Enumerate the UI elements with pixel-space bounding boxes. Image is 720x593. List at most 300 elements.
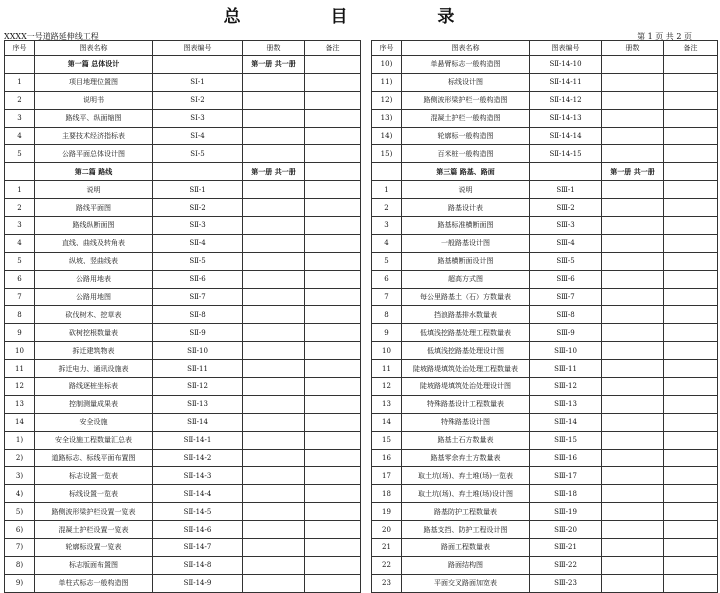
row-number: 4 xyxy=(5,127,35,145)
remark xyxy=(664,91,718,109)
table-row xyxy=(372,413,718,431)
drawing-name: 低填浅挖路基处理设计图 xyxy=(402,342,530,360)
remark xyxy=(305,449,361,467)
remark xyxy=(305,288,361,306)
drawing-name: 直线、曲线及转角表 xyxy=(35,234,153,252)
drawing-name: 说明 xyxy=(402,181,530,199)
table-row xyxy=(5,395,361,413)
table-row xyxy=(372,252,718,270)
remark xyxy=(664,431,718,449)
table-row xyxy=(5,288,361,306)
table-row xyxy=(372,324,718,342)
page-info: 第 1 页 共 2 页 xyxy=(637,32,692,41)
volume-count xyxy=(243,521,305,539)
table-row xyxy=(372,378,718,396)
table-row xyxy=(5,485,361,503)
table-row xyxy=(372,56,718,74)
drawing-code: SⅡ-14-5 xyxy=(153,503,243,521)
table-row xyxy=(5,109,361,127)
toc-body-right xyxy=(372,56,718,593)
drawing-code: SⅢ-20 xyxy=(530,521,602,539)
drawing-code: SⅡ-14-6 xyxy=(153,521,243,539)
remark xyxy=(664,181,718,199)
row-number: 7 xyxy=(372,288,402,306)
drawing-code: SⅠ-3 xyxy=(153,109,243,127)
volume-count xyxy=(243,324,305,342)
drawing-code: SⅠ-4 xyxy=(153,127,243,145)
drawing-code: SⅠ-1 xyxy=(153,73,243,91)
row-number: 4 xyxy=(5,234,35,252)
header-volume: 册数 xyxy=(602,41,664,56)
table-row xyxy=(372,342,718,360)
drawing-name: 路基零余弃土方数量表 xyxy=(402,449,530,467)
table-row xyxy=(5,199,361,217)
drawing-name: 百米桩一般构造图 xyxy=(402,145,530,163)
drawing-code: SⅢ-17 xyxy=(530,467,602,485)
remark xyxy=(305,270,361,288)
drawing-name: 取土坑(场)、弃土堆(场)设计图 xyxy=(402,485,530,503)
remark xyxy=(664,521,718,539)
drawing-code: SⅡ-14-3 xyxy=(153,467,243,485)
remark xyxy=(664,73,718,91)
drawing-name: 路面工程数量表 xyxy=(402,539,530,557)
row-number: 23 xyxy=(372,574,402,592)
remark xyxy=(305,127,361,145)
remark xyxy=(664,360,718,378)
drawing-name: 拆迁电力、通讯设施表 xyxy=(35,360,153,378)
table-row xyxy=(372,217,718,235)
table-row xyxy=(5,127,361,145)
row-number: 4) xyxy=(5,485,35,503)
drawing-name: 路基横断面设计图 xyxy=(402,252,530,270)
drawing-code: SⅢ-19 xyxy=(530,503,602,521)
remark xyxy=(305,360,361,378)
volume-count xyxy=(243,145,305,163)
volume-count xyxy=(602,485,664,503)
remark xyxy=(664,556,718,574)
row-number: 6 xyxy=(5,270,35,288)
volume-count xyxy=(602,217,664,235)
volume-count xyxy=(602,252,664,270)
row-number: 10 xyxy=(5,342,35,360)
row-number: 14 xyxy=(372,413,402,431)
remark xyxy=(664,56,718,74)
volume-count xyxy=(243,342,305,360)
drawing-code: SⅡ-12 xyxy=(153,378,243,396)
volume-count xyxy=(602,539,664,557)
drawing-name: 路侧波形梁护栏一般构造图 xyxy=(402,91,530,109)
header-name: 图表名称 xyxy=(35,41,153,56)
remark xyxy=(664,503,718,521)
table-header-row xyxy=(5,41,361,56)
drawing-name: 路线逐桩坐标表 xyxy=(35,378,153,396)
drawing-name: 砍伐树木、挖草表 xyxy=(35,306,153,324)
drawing-code: SⅡ-14-12 xyxy=(530,91,602,109)
page-title: 总 目 录 xyxy=(223,7,497,27)
drawing-name: 拆迁建筑物表 xyxy=(35,342,153,360)
header-note: 备注 xyxy=(664,41,718,56)
table-row xyxy=(372,485,718,503)
drawing-code: SⅡ-5 xyxy=(153,252,243,270)
remark xyxy=(664,252,718,270)
row-number: 19 xyxy=(372,503,402,521)
volume-count xyxy=(602,199,664,217)
drawing-code: SⅢ-18 xyxy=(530,485,602,503)
row-number: 1 xyxy=(5,73,35,91)
drawing-code xyxy=(153,163,243,181)
drawing-code: SⅢ-3 xyxy=(530,217,602,235)
drawing-name: 标志设置一览表 xyxy=(35,467,153,485)
toc-body-left xyxy=(5,56,361,593)
row-number: 6) xyxy=(5,521,35,539)
row-number: 9) xyxy=(5,574,35,592)
drawing-name: 标志版面布置图 xyxy=(35,556,153,574)
volume-count xyxy=(602,73,664,91)
section-row xyxy=(5,163,361,181)
volume-count xyxy=(243,431,305,449)
table-row xyxy=(372,73,718,91)
drawing-code: SⅡ-3 xyxy=(153,217,243,235)
remark xyxy=(305,503,361,521)
row-number: 3 xyxy=(372,217,402,235)
table-row xyxy=(5,413,361,431)
drawing-name: 轮廓标一般构造图 xyxy=(402,127,530,145)
drawing-name: 超高方式图 xyxy=(402,270,530,288)
row-number: 3 xyxy=(5,217,35,235)
remark xyxy=(305,91,361,109)
volume-count xyxy=(602,431,664,449)
remark xyxy=(305,574,361,592)
row-number: 13 xyxy=(372,395,402,413)
row-number: 1 xyxy=(372,181,402,199)
drawing-code: SⅢ-13 xyxy=(530,395,602,413)
header-no: 序号 xyxy=(5,41,35,56)
row-number: 11 xyxy=(5,360,35,378)
table-row xyxy=(5,467,361,485)
drawing-code: SⅢ-21 xyxy=(530,539,602,557)
drawing-name: 路基支挡、防护工程设计图 xyxy=(402,521,530,539)
drawing-code: SⅢ-6 xyxy=(530,270,602,288)
table-row xyxy=(372,360,718,378)
drawing-code: SⅡ-14-14 xyxy=(530,127,602,145)
row-number: 4 xyxy=(372,234,402,252)
row-number: 3 xyxy=(5,109,35,127)
drawing-name: 路线平面图 xyxy=(35,199,153,217)
table-row xyxy=(5,234,361,252)
remark xyxy=(305,539,361,557)
drawing-code xyxy=(153,56,243,74)
volume-count xyxy=(243,503,305,521)
table-row xyxy=(372,521,718,539)
volume-count xyxy=(602,270,664,288)
drawing-code: SⅡ-14-11 xyxy=(530,73,602,91)
volume-count xyxy=(243,449,305,467)
drawing-code: SⅡ-14-1 xyxy=(153,431,243,449)
table-row xyxy=(5,252,361,270)
row-number: 8 xyxy=(372,306,402,324)
volume-count xyxy=(602,342,664,360)
table-row xyxy=(372,503,718,521)
remark xyxy=(664,306,718,324)
remark xyxy=(305,485,361,503)
volume-count xyxy=(243,288,305,306)
table-row xyxy=(372,574,718,592)
volume-count xyxy=(602,378,664,396)
drawing-code: SⅢ-1 xyxy=(530,181,602,199)
row-number: 20 xyxy=(372,521,402,539)
remark xyxy=(664,395,718,413)
table-row xyxy=(5,503,361,521)
volume-count xyxy=(243,199,305,217)
table-row xyxy=(5,181,361,199)
row-number: 7 xyxy=(5,288,35,306)
table-row xyxy=(372,395,718,413)
remark xyxy=(664,145,718,163)
remark xyxy=(664,270,718,288)
row-number: 1 xyxy=(5,181,35,199)
drawing-name: 道路标志、标线平面布置图 xyxy=(35,449,153,467)
remark xyxy=(305,378,361,396)
drawing-code: SⅡ-11 xyxy=(153,360,243,378)
remark xyxy=(664,539,718,557)
remark xyxy=(664,127,718,145)
volume-count xyxy=(243,217,305,235)
drawing-name: 安全设施 xyxy=(35,413,153,431)
table-row xyxy=(5,324,361,342)
remark xyxy=(305,109,361,127)
toc-table-left xyxy=(4,40,361,593)
drawing-name: 轮廓标设置一览表 xyxy=(35,539,153,557)
drawing-name: 第一篇 总体设计 xyxy=(35,56,153,74)
remark xyxy=(664,109,718,127)
remark xyxy=(664,288,718,306)
table-row xyxy=(5,431,361,449)
drawing-name: 标线设置一览表 xyxy=(35,485,153,503)
drawing-name: 路线平、纵面缩图 xyxy=(35,109,153,127)
drawing-name: 公路用地图 xyxy=(35,288,153,306)
remark xyxy=(305,163,361,181)
drawing-name: 路基标准横断面图 xyxy=(402,217,530,235)
volume-count xyxy=(243,181,305,199)
remark xyxy=(305,467,361,485)
drawing-code: SⅢ-16 xyxy=(530,449,602,467)
volume-count xyxy=(602,181,664,199)
volume-count xyxy=(602,574,664,592)
table-row xyxy=(372,539,718,557)
remark xyxy=(305,56,361,74)
header-name: 图表名称 xyxy=(402,41,530,56)
drawing-name: 第二篇 路线 xyxy=(35,163,153,181)
drawing-code: SⅠ-2 xyxy=(153,91,243,109)
remark xyxy=(305,181,361,199)
drawing-code: SⅡ-7 xyxy=(153,288,243,306)
remark xyxy=(305,252,361,270)
drawing-code: SⅡ-14-4 xyxy=(153,485,243,503)
volume-count xyxy=(243,467,305,485)
volume-count xyxy=(243,73,305,91)
drawing-code: SⅡ-14-7 xyxy=(153,539,243,557)
drawing-name: 挡浪路基排水数量表 xyxy=(402,306,530,324)
drawing-code: SⅢ-15 xyxy=(530,431,602,449)
row-number: 2 xyxy=(5,91,35,109)
drawing-code: SⅢ-4 xyxy=(530,234,602,252)
row-number: 12 xyxy=(372,378,402,396)
volume-count xyxy=(602,503,664,521)
table-row xyxy=(5,556,361,574)
drawing-name: 单悬臂标志一般构造图 xyxy=(402,56,530,74)
row-number xyxy=(5,56,35,74)
volume-count xyxy=(602,109,664,127)
table-row xyxy=(372,556,718,574)
table-row xyxy=(5,449,361,467)
row-number xyxy=(372,163,402,181)
table-row xyxy=(5,91,361,109)
volume-count xyxy=(602,413,664,431)
table-row xyxy=(5,539,361,557)
row-number: 2 xyxy=(372,199,402,217)
volume-count: 第一册 共一册 xyxy=(243,56,305,74)
volume-count xyxy=(602,449,664,467)
remark xyxy=(305,556,361,574)
drawing-code: SⅡ-14-13 xyxy=(530,109,602,127)
drawing-name: 控制测量成果表 xyxy=(35,395,153,413)
volume-count xyxy=(243,234,305,252)
volume-count xyxy=(602,234,664,252)
drawing-code: SⅢ-5 xyxy=(530,252,602,270)
remark xyxy=(664,449,718,467)
remark xyxy=(305,234,361,252)
row-number: 22 xyxy=(372,556,402,574)
table-row xyxy=(372,145,718,163)
table-row xyxy=(372,467,718,485)
volume-count xyxy=(602,91,664,109)
remark xyxy=(305,199,361,217)
volume-count xyxy=(243,539,305,557)
volume-count: 第一册 共一册 xyxy=(602,163,664,181)
table-row xyxy=(5,378,361,396)
volume-count: 第一册 共一册 xyxy=(243,163,305,181)
volume-count xyxy=(602,395,664,413)
drawing-name: 公路用地表 xyxy=(35,270,153,288)
volume-count xyxy=(243,127,305,145)
row-number: 10) xyxy=(372,56,402,74)
section-row xyxy=(5,56,361,74)
volume-count xyxy=(602,521,664,539)
project-name: XXXX一号道路延伸线工程 xyxy=(4,32,99,41)
volume-count xyxy=(243,270,305,288)
remark xyxy=(305,324,361,342)
drawing-code: SⅢ-8 xyxy=(530,306,602,324)
drawing-code: SⅡ-14-8 xyxy=(153,556,243,574)
volume-count xyxy=(243,574,305,592)
drawing-code: SⅡ-14 xyxy=(153,413,243,431)
row-number: 9 xyxy=(372,324,402,342)
drawing-name: 混凝土护栏设置一览表 xyxy=(35,521,153,539)
drawing-name: 说明书 xyxy=(35,91,153,109)
drawing-name: 平面交叉路面加宽表 xyxy=(402,574,530,592)
table-row xyxy=(5,270,361,288)
table-row xyxy=(372,270,718,288)
remark xyxy=(305,342,361,360)
remark xyxy=(664,163,718,181)
volume-count xyxy=(243,109,305,127)
drawing-code: SⅢ-14 xyxy=(530,413,602,431)
row-number: 17 xyxy=(372,467,402,485)
row-number: 11) xyxy=(372,73,402,91)
volume-count xyxy=(243,252,305,270)
drawing-name: 纵坡、竖曲线表 xyxy=(35,252,153,270)
volume-count xyxy=(602,324,664,342)
row-number: 5 xyxy=(5,145,35,163)
drawing-name: 安全设施工程数量汇总表 xyxy=(35,431,153,449)
row-number: 14) xyxy=(372,127,402,145)
drawing-code: SⅢ-7 xyxy=(530,288,602,306)
drawing-code: SⅡ-14-2 xyxy=(153,449,243,467)
remark xyxy=(305,306,361,324)
drawing-name: 特殊路基设计图 xyxy=(402,413,530,431)
table-row xyxy=(372,431,718,449)
volume-count xyxy=(602,56,664,74)
row-number: 18 xyxy=(372,485,402,503)
header-volume: 册数 xyxy=(243,41,305,56)
drawing-name: 混凝土护栏一般构造图 xyxy=(402,109,530,127)
drawing-code: SⅡ-13 xyxy=(153,395,243,413)
row-number: 1) xyxy=(5,431,35,449)
volume-count xyxy=(602,145,664,163)
drawing-name: 路面结构图 xyxy=(402,556,530,574)
row-number: 3) xyxy=(5,467,35,485)
volume-count xyxy=(243,306,305,324)
table-row xyxy=(372,234,718,252)
row-number: 16 xyxy=(372,449,402,467)
drawing-name: 路基土石方数量表 xyxy=(402,431,530,449)
volume-count xyxy=(602,306,664,324)
row-number: 12) xyxy=(372,91,402,109)
drawing-code: SⅡ-10 xyxy=(153,342,243,360)
drawing-name: 陡坡路堤填筑处治处理工程数量表 xyxy=(402,360,530,378)
remark xyxy=(664,342,718,360)
remark xyxy=(664,234,718,252)
header-note: 备注 xyxy=(305,41,361,56)
volume-count xyxy=(243,556,305,574)
table-header-row xyxy=(372,41,718,56)
row-number: 5) xyxy=(5,503,35,521)
section-row xyxy=(372,163,718,181)
volume-count xyxy=(243,91,305,109)
drawing-name: 一般路基设计图 xyxy=(402,234,530,252)
drawing-name: 路侧波形梁护栏设置一览表 xyxy=(35,503,153,521)
drawing-name: 项目地理位置图 xyxy=(35,73,153,91)
drawing-code: SⅠ-5 xyxy=(153,145,243,163)
drawing-code xyxy=(530,163,602,181)
row-number: 13) xyxy=(372,109,402,127)
table-row xyxy=(5,521,361,539)
row-number: 8) xyxy=(5,556,35,574)
toc-table-right xyxy=(371,40,718,593)
drawing-name: 单柱式标志一般构造图 xyxy=(35,574,153,592)
drawing-name: 标线设计图 xyxy=(402,73,530,91)
remark xyxy=(664,467,718,485)
drawing-code: SⅡ-4 xyxy=(153,234,243,252)
row-number: 7) xyxy=(5,539,35,557)
remark xyxy=(305,521,361,539)
remark xyxy=(664,199,718,217)
table-row xyxy=(372,449,718,467)
remark xyxy=(664,574,718,592)
table-row xyxy=(372,199,718,217)
volume-count xyxy=(243,413,305,431)
table-row xyxy=(5,217,361,235)
